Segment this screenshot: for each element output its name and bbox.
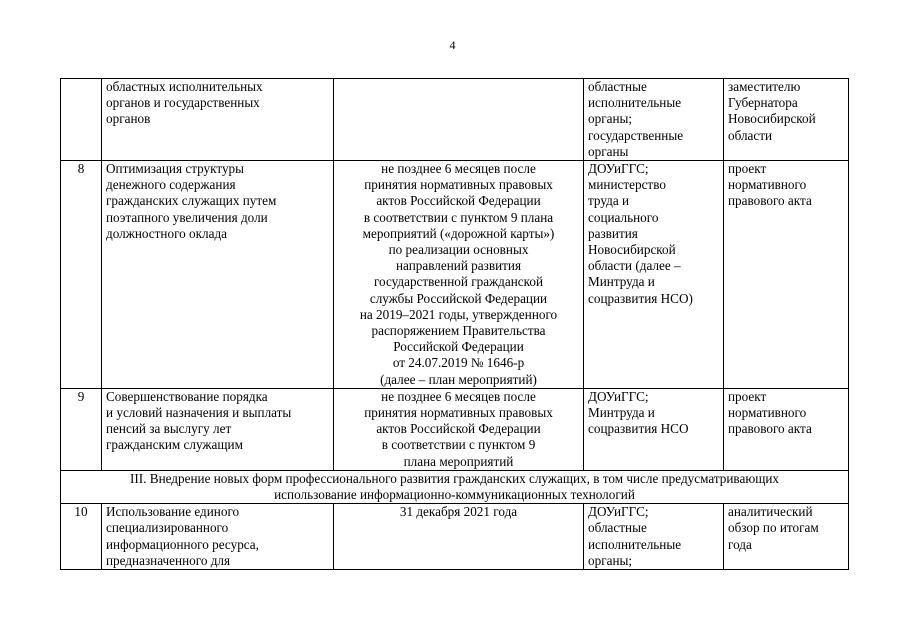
deadline: не позднее 6 месяцев после принятия нормативных правовых актов Российской Федерации в соответствии с пунктом 9 плана мероприятий <box>334 388 584 470</box>
table-row <box>61 504 849 570</box>
result: проект нормативного правового акта <box>724 161 849 389</box>
row-number: 10 <box>61 504 102 570</box>
section-heading-row <box>61 470 849 503</box>
deadline: 31 декабря 2021 года <box>334 504 584 570</box>
measure-name: областных исполнительных органов и государственных органов <box>102 79 334 161</box>
page-number: 4 <box>449 38 456 52</box>
section-heading: III. Внедрение новых форм профессионального развития гражданских служащих, в том числе предусматривающих использование информационно-коммуникационных технологий <box>61 470 849 503</box>
row-number: 8 <box>61 161 102 389</box>
measures-table <box>60 78 849 570</box>
executor: ДОУиГГС; Минтруда и соцразвития НСО <box>584 388 724 470</box>
deadline: не позднее 6 месяцев после принятия нормативных правовых актов Российской Федерации в соответствии с пунктом 9 плана мероприятий («дорожной карты») по реализации основных направлений развития государственной гражданской службы Российской Федерации на 2019–2021 годы, утвержденного распоряжением Правительства Российской Федерации от 24.07.2019 № 1646-р (далее – план мероприятий) <box>334 161 584 389</box>
deadline <box>334 79 584 161</box>
result: заместителю Губернатора Новосибирской области <box>724 79 849 161</box>
row-number: 9 <box>61 388 102 470</box>
executor: областные исполнительные органы; государственные органы <box>584 79 724 161</box>
executor: ДОУиГГС; министерство труда и социального развития Новосибирской области (далее – Минтруда и соцразвития НСО) <box>584 161 724 389</box>
executor: ДОУиГГС; областные исполнительные органы; <box>584 504 724 570</box>
table-row <box>61 161 849 389</box>
result: аналитический обзор по итогам года <box>724 504 849 570</box>
table-row <box>61 388 849 470</box>
measure-name: Оптимизация структуры денежного содержания гражданских служащих путем поэтапного увеличения доли должностного оклада <box>102 161 334 389</box>
measure-name: Совершенствование порядка и условий назначения и выплаты пенсий за выслугу лет гражданским служащим <box>102 388 334 470</box>
row-number <box>61 79 102 161</box>
measure-name: Использование единого специализированного информационного ресурса, предназначенного для <box>102 504 334 570</box>
table-row <box>61 79 849 161</box>
result: проект нормативного правового акта <box>724 388 849 470</box>
